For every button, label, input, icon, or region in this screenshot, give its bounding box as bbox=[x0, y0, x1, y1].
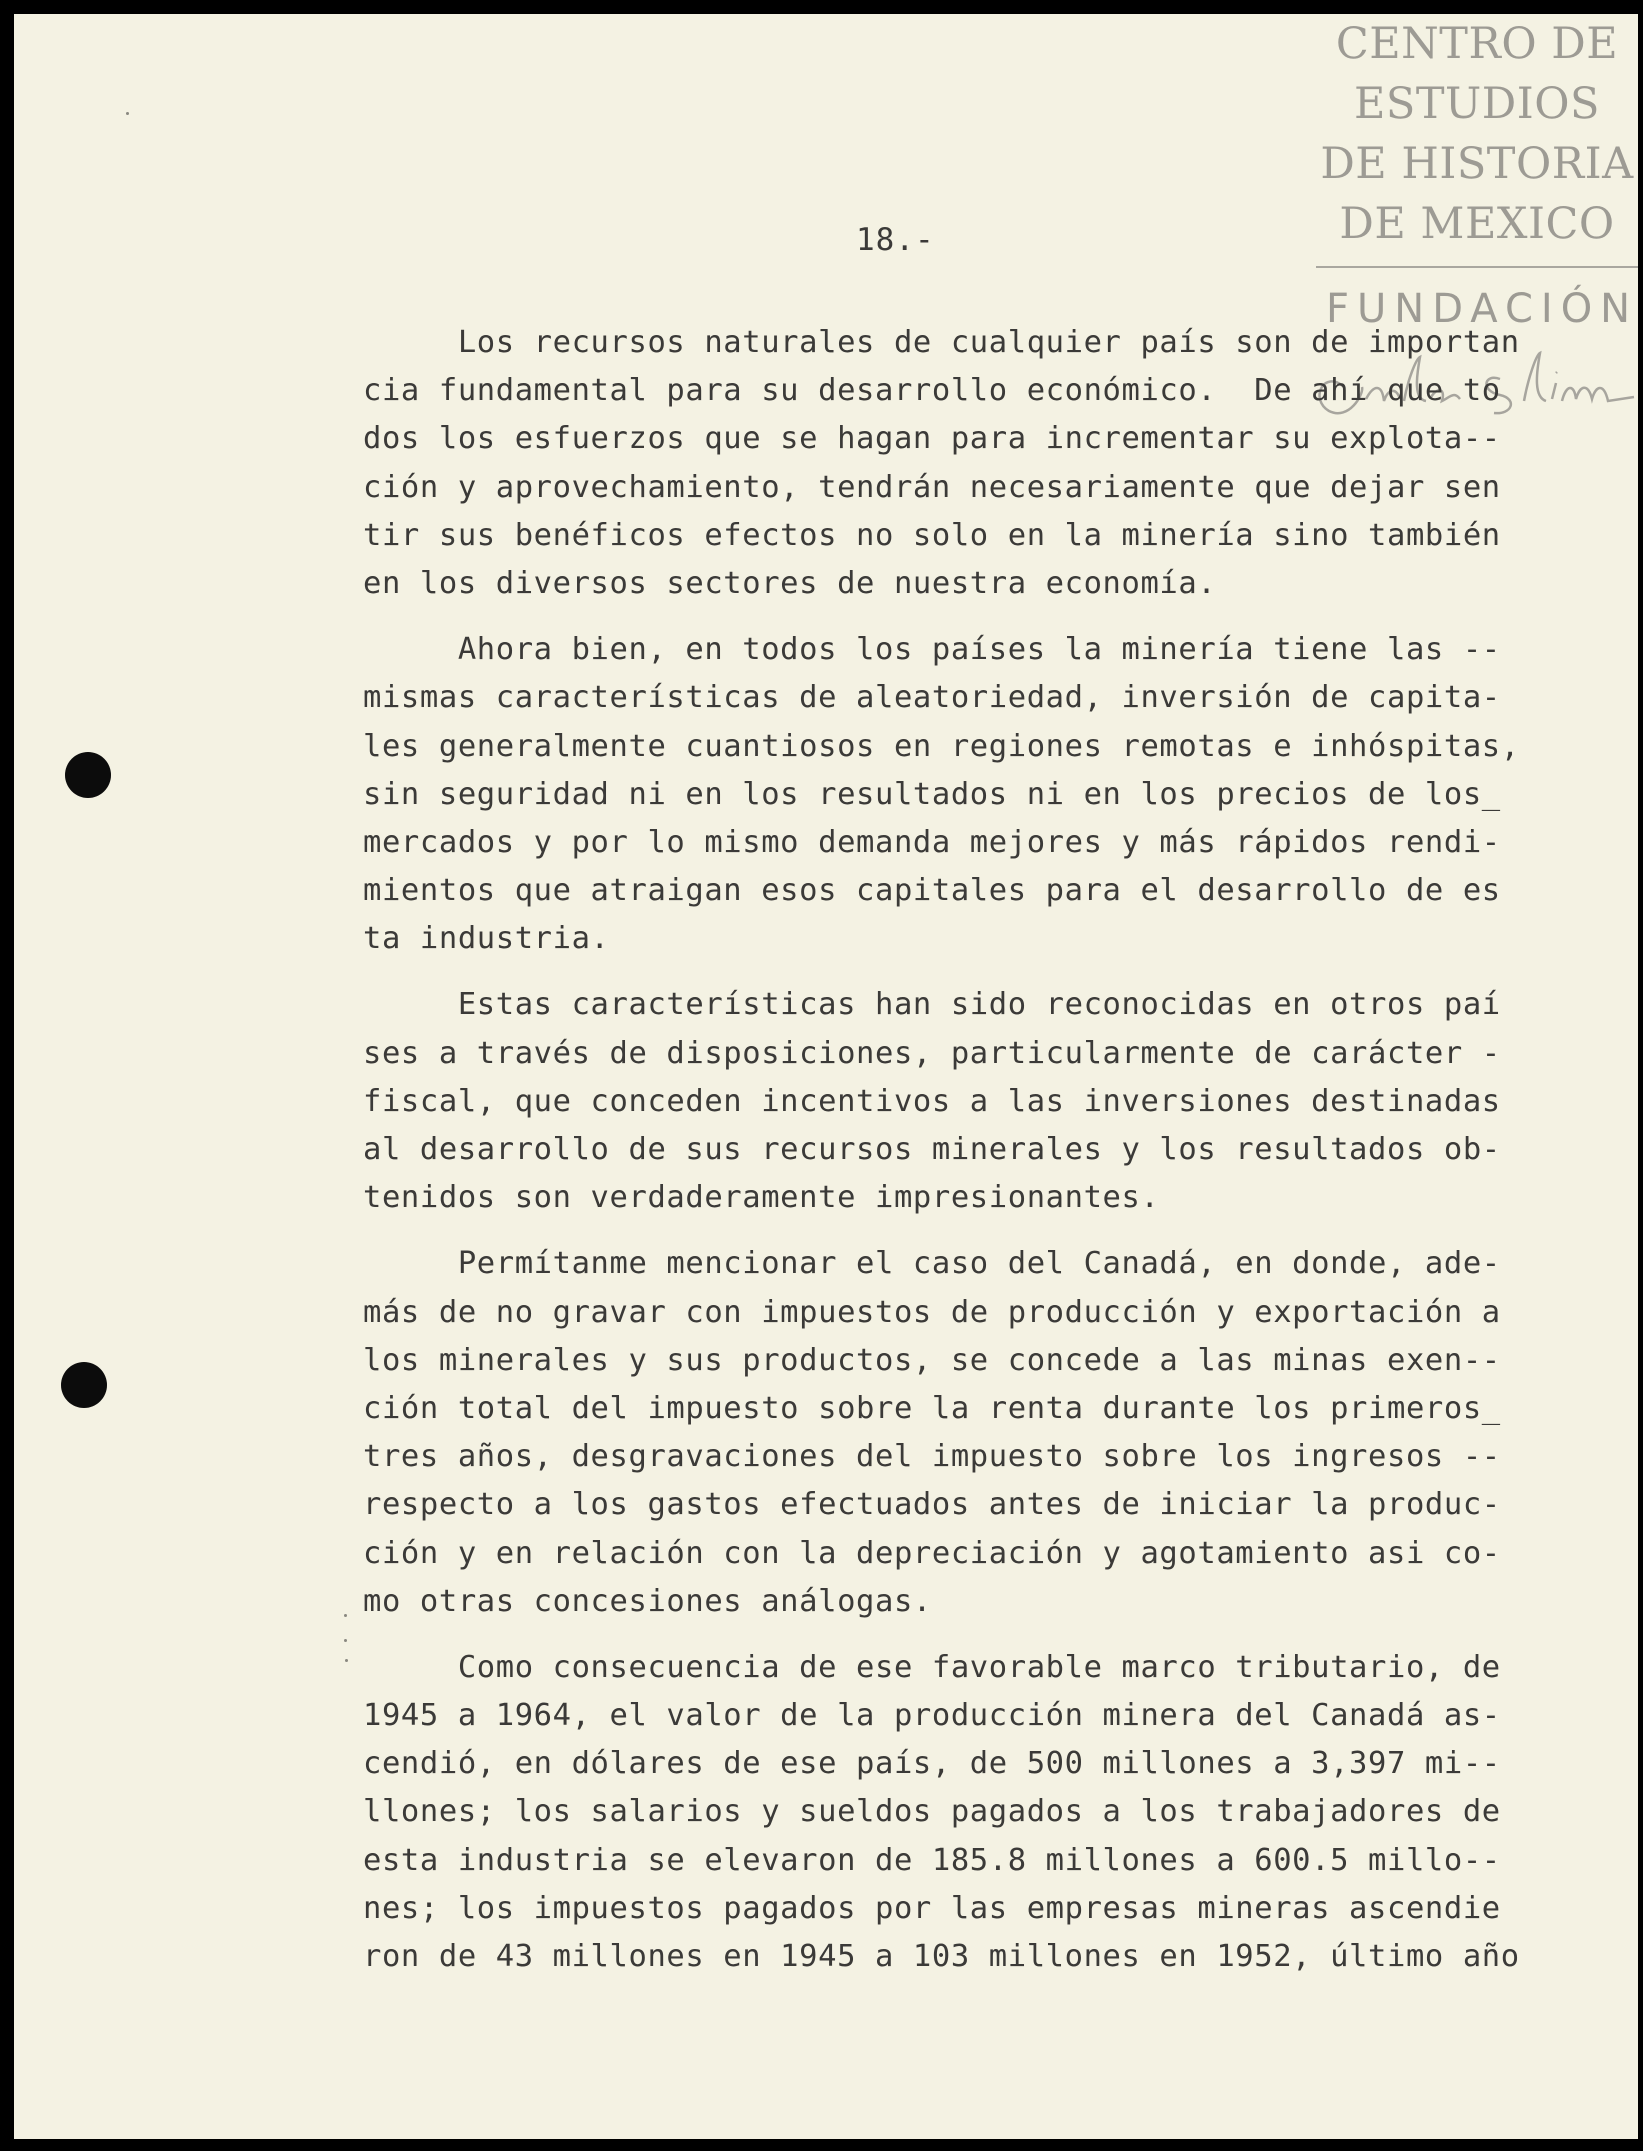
paper-speck bbox=[344, 1614, 347, 1617]
text-line: al desarrollo de sus recursos minerales y los resultados ob- bbox=[363, 1132, 1501, 1167]
text-line: llones; los salarios y sueldos pagados a los trabajadores de bbox=[363, 1794, 1501, 1830]
paper-speck bbox=[345, 1659, 348, 1662]
text-line: nes; los impuestos pagados por las empresas mineras ascendie bbox=[363, 1890, 1501, 1926]
page-number: 18.- bbox=[856, 222, 935, 258]
text-line: más de no gravar con impuestos de producción y exportación a bbox=[363, 1294, 1501, 1330]
text-line: Permítanme mencionar el caso del Canadá, en donde, ade- bbox=[363, 1246, 1501, 1282]
text-line: Como consecuencia de ese favorable marco tributario, de bbox=[363, 1649, 1501, 1685]
text-line: les generalmente cuantiosos en regiones remotas e inhóspitas, bbox=[363, 728, 1520, 764]
text-line: mismas características de aleatoriedad, inversión de capita- bbox=[363, 680, 1501, 716]
paragraph bbox=[363, 319, 1583, 608]
text-line: respecto a los gastos efectuados antes de iniciar la produc- bbox=[363, 1487, 1501, 1523]
text-line: ron de 43 millones en 1945 a 103 millones en 1952, último año bbox=[363, 1939, 1520, 1974]
document-body bbox=[363, 319, 1583, 1999]
paper-speck bbox=[126, 112, 129, 115]
text-line: mo otras concesiones análogas. bbox=[363, 1583, 932, 1619]
text-line: fiscal, que conceden incentivos a las inversiones destinadas bbox=[363, 1083, 1501, 1119]
stamp-line-3: DE HISTORIA bbox=[1320, 139, 1634, 189]
text-line: tir sus benéficos efectos no solo en la minería sino también bbox=[363, 517, 1501, 553]
punch-hole-bottom bbox=[61, 1362, 107, 1408]
stamp-line-2: ESTUDIOS bbox=[1354, 79, 1600, 129]
paragraph bbox=[363, 626, 1583, 963]
text-line: Ahora bien, en todos los países la minería tiene las -- bbox=[363, 632, 1501, 668]
text-line: en los diversos sectores de nuestra economía. bbox=[363, 565, 1217, 601]
text-line: mientos que atraigan esos capitales para el desarrollo de es bbox=[363, 873, 1501, 909]
text-line: cia fundamental para su desarrollo económico. De ahí que to bbox=[363, 373, 1501, 409]
text-line: dos los esfuerzos que se hagan para incrementar su explota-- bbox=[363, 421, 1501, 457]
text-line: 1945 a 1964, el valor de la producción minera del Canadá as- bbox=[363, 1698, 1501, 1734]
text-line: ción y aprovechamiento, tendrán necesariamente que dejar sen bbox=[363, 469, 1501, 505]
text-line: mercados y por lo mismo demanda mejores y más rápidos rendi- bbox=[363, 824, 1501, 860]
document-page bbox=[14, 14, 1638, 2139]
paragraph bbox=[363, 1240, 1583, 1626]
stamp-divider bbox=[1316, 266, 1638, 268]
text-line: esta industria se elevaron de 185.8 millones a 600.5 millo-- bbox=[363, 1842, 1501, 1878]
text-line: ción total del impuesto sobre la renta durante los primeros_ bbox=[363, 1390, 1501, 1426]
text-line: Estas características han sido reconocidas en otros paí bbox=[363, 987, 1501, 1023]
text-line: los minerales y sus productos, se concede a las minas exen-- bbox=[363, 1342, 1501, 1378]
punch-hole-top bbox=[65, 752, 111, 798]
stamp-foundation-label: FUNDACIÓN bbox=[1326, 286, 1638, 332]
paper-speck bbox=[344, 1639, 347, 1642]
text-line: ción y en relación con la depreciación y agotamiento asi co- bbox=[363, 1535, 1501, 1571]
text-line: ses a través de disposiciones, particularmente de carácter - bbox=[363, 1035, 1501, 1071]
stamp-line-1: CENTRO DE bbox=[1335, 19, 1619, 69]
text-line: cendió, en dólares de ese país, de 500 millones a 3,397 mi-- bbox=[363, 1746, 1501, 1782]
text-line: Los recursos naturales de cualquier país son de importan bbox=[363, 325, 1520, 360]
text-line: sin seguridad ni en los resultados ni en los precios de los_ bbox=[363, 776, 1501, 812]
text-line: tres años, desgravaciones del impuesto sobre los ingresos -- bbox=[363, 1439, 1501, 1475]
stamp-line-4: DE MEXICO bbox=[1339, 199, 1615, 249]
text-line: tenidos son verdaderamente impresionantes. bbox=[363, 1180, 1160, 1216]
paragraph bbox=[363, 1644, 1583, 1981]
paragraph bbox=[363, 981, 1583, 1222]
text-line: ta industria. bbox=[363, 921, 610, 957]
